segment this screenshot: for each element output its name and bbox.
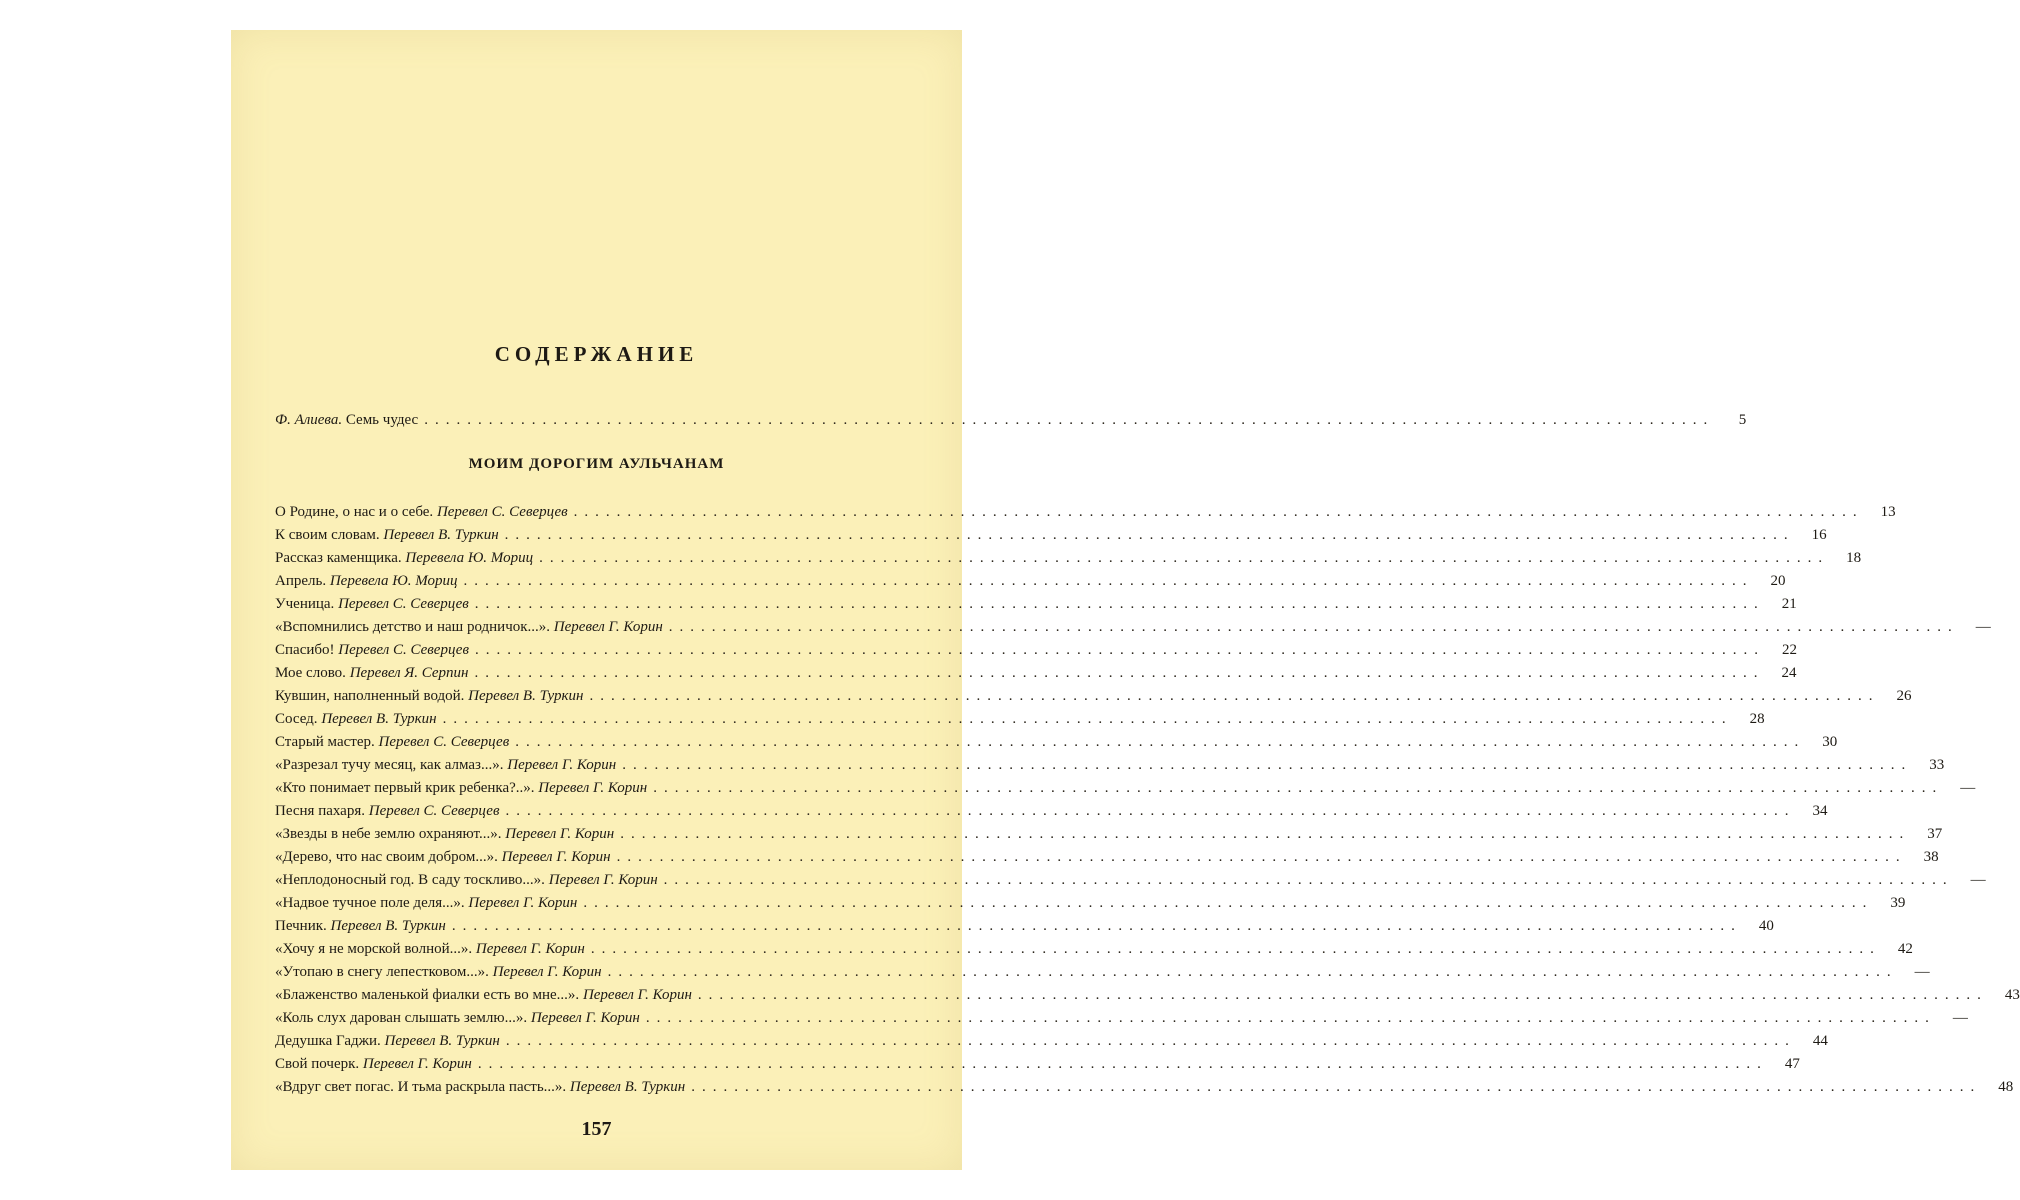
dot-leader: ........................................................................................................................ — [583, 895, 1874, 911]
toc-entry-translator: Перевел Г. Корин — [501, 849, 611, 865]
dot-leader: ........................................................................................................................ — [505, 1033, 1796, 1049]
toc-entry — [275, 1076, 2014, 1099]
toc-entry — [275, 915, 1774, 938]
toc-entry — [275, 777, 1976, 800]
section-heading: МОИМ ДОРОГИМ АУЛЬЧАНАМ — [468, 456, 725, 472]
toc-entry-text — [275, 639, 469, 662]
toc-entry-title: «Разрезал тучу месяц, как алмаз...». — [275, 757, 504, 773]
page-title: СОДЕРЖАНИЕ — [494, 342, 699, 366]
toc-entry-page-number: — — [1914, 964, 1930, 980]
toc-entry-text — [275, 846, 611, 869]
dot-leader: ........................................................................................................................ — [697, 987, 1988, 1003]
toc-entry-page-number: 24 — [1781, 665, 1797, 681]
toc-entry — [275, 800, 1828, 823]
dot-leader: ........................................................................................................................ — [653, 780, 1944, 796]
dot-leader: ........................................................................................................................ — [505, 803, 1796, 819]
toc-entry-page-number: 40 — [1758, 918, 1774, 934]
toc-entry-title: Спасибо! — [275, 642, 335, 658]
toc-entry — [275, 1007, 1968, 1030]
toc-entry-page-number: 22 — [1781, 642, 1797, 658]
toc-entry-text — [275, 938, 585, 961]
dot-leader: ........................................................................................................................ — [691, 1079, 1982, 1095]
dot-leader: ........................................................................................................................ — [474, 665, 1765, 681]
toc-entry-title: «Надвое тучное поле деля...». — [275, 895, 465, 911]
toc-entry — [275, 938, 1913, 961]
toc-entry-page-number: 30 — [1822, 734, 1838, 750]
toc-entry-text — [275, 1053, 472, 1076]
dot-leader: ........................................................................................................................ — [645, 1010, 1936, 1026]
toc-entry-title: «Неплодоносный год. В саду тоскливо...». — [275, 872, 545, 888]
toc-entry — [275, 639, 1797, 662]
toc-entry-page-number: 16 — [1811, 527, 1827, 543]
toc-entry-translator: Перевел Я. Серпин — [349, 665, 469, 681]
dot-leader: ........................................................................................................................ — [463, 573, 1754, 589]
toc-entry-translator: Перевел С. Северцев — [368, 803, 500, 819]
toc-entry — [275, 731, 1838, 754]
toc-entry-page-number: 33 — [1929, 757, 1945, 773]
toc-entry-page-number: — — [1960, 780, 1976, 796]
toc-entry-text — [275, 892, 577, 915]
toc-entry-title: «Кто понимает первый крик ребенка?..». — [275, 780, 535, 796]
toc-entry-page-number: 34 — [1812, 803, 1828, 819]
toc-entry-text — [275, 984, 692, 1007]
toc-entry-page-number: — — [1975, 619, 1991, 635]
toc-entry-title: Песня пахаря. — [275, 803, 365, 819]
toc-entry — [275, 1053, 1800, 1076]
dot-leader: ........................................................................................................................ — [590, 941, 1881, 957]
toc-entry-text — [275, 915, 446, 938]
toc-entry-text — [275, 524, 499, 547]
toc-entry — [275, 570, 1786, 593]
dot-leader: ........................................................................................................................ — [424, 412, 1715, 428]
toc-entry-translator: Перевел С. Северцев — [378, 734, 510, 750]
toc-entry-title: «Вдруг свет погас. И тьма раскрыла пасть...». — [275, 1079, 567, 1095]
toc-entry-page-number: 20 — [1770, 573, 1786, 589]
toc-entry-title: «Утопаю в снегу лепестковом...». — [275, 964, 489, 980]
toc-entry-text — [275, 708, 437, 731]
toc-entry — [275, 869, 1986, 892]
toc-entry-title: Старый мастер. — [275, 734, 375, 750]
dot-leader: ........................................................................................................................ — [477, 1056, 1768, 1072]
toc-entry-translator: Перевел В. Туркин — [569, 1079, 686, 1095]
toc-entry-page-number: 43 — [2004, 987, 2020, 1003]
toc-entry — [275, 984, 2020, 1007]
toc-entry-title: Сосед. — [275, 711, 318, 727]
dot-leader: ........................................................................................................................ — [620, 826, 1911, 842]
dot-leader: ........................................................................................................................ — [573, 504, 1864, 520]
dot-leader: ........................................................................................................................ — [607, 964, 1898, 980]
toc-entry-translator: Перевел С. Северцев — [436, 504, 568, 520]
toc-entry-title: К своим словам. — [275, 527, 380, 543]
toc-entry-text — [275, 800, 499, 823]
toc-entry-text — [275, 1030, 500, 1053]
toc-entry — [275, 1030, 1828, 1053]
toc-intro-entry — [275, 409, 1747, 432]
toc-entry-page-number: 42 — [1897, 941, 1913, 957]
toc-entry-title: Рассказ каменщика. — [275, 550, 402, 566]
toc-entry-text — [275, 869, 658, 892]
toc-entry-translator: Перевел В. Туркин — [384, 1033, 500, 1049]
toc-entry-text — [275, 754, 616, 777]
toc-entry-text — [275, 777, 647, 800]
toc-entry-page-number: 39 — [1890, 895, 1906, 911]
toc-entry-page-number: 38 — [1923, 849, 1939, 865]
toc-entry-text — [275, 409, 418, 432]
toc-entry-text — [275, 961, 602, 984]
toc-entry-text — [275, 593, 469, 616]
toc-entry — [275, 892, 1906, 915]
toc-entry-translator: Перевел В. Туркин — [330, 918, 446, 934]
toc-entry-translator: Перевел Г. Корин — [507, 757, 617, 773]
dot-leader: ........................................................................................................................ — [515, 734, 1806, 750]
dot-leader: ........................................................................................................................ — [474, 596, 1765, 612]
dot-leader: ........................................................................................................................ — [589, 688, 1880, 704]
toc-entry — [275, 501, 1896, 524]
toc-entry-page-number: — — [1970, 872, 1986, 888]
toc-entry-translator: Перевела Ю. Мориц — [405, 550, 534, 566]
toc-entry-title: Печник. — [275, 918, 327, 934]
toc-entry-title: Свой почерк. — [275, 1056, 360, 1072]
toc-entry-page-number: 21 — [1781, 596, 1797, 612]
toc-entry-text — [275, 616, 663, 639]
toc-entry — [275, 961, 1930, 984]
toc-entry — [275, 662, 1797, 685]
toc-entry-page-number: 28 — [1749, 711, 1765, 727]
toc-entry-translator: Перевел Г. Корин — [548, 872, 658, 888]
toc-entry-page-number: 26 — [1896, 688, 1912, 704]
toc-entry-page-number: 47 — [1784, 1056, 1800, 1072]
toc-entry-translator: Перевел Г. Корин — [468, 895, 578, 911]
toc-entry — [275, 547, 1862, 570]
toc-entry — [275, 754, 1945, 777]
intro-page-number: 5 — [1738, 412, 1747, 428]
toc-entry-title: «Вспомнились детство и наш родничок...». — [275, 619, 551, 635]
toc-entry-title: «Хочу я не морской волной...». — [275, 941, 473, 957]
toc-entry-page-number: — — [1952, 1010, 1968, 1026]
toc-entry-title: «Блаженство маленькой фиалки есть во мне...». — [275, 987, 580, 1003]
dot-leader: ........................................................................................................................ — [663, 872, 1954, 888]
toc-entry-title: Дедушка Гаджи. — [275, 1033, 381, 1049]
toc-entry-translator: Перевел Г. Корин — [505, 826, 615, 842]
toc-entry-title: «Дерево, что нас своим добром...». — [275, 849, 498, 865]
toc-entry-translator: Перевел Г. Корин — [492, 964, 602, 980]
dot-leader: ........................................................................................................................ — [442, 711, 1733, 727]
toc-entry-translator: Перевел Г. Корин — [362, 1056, 472, 1072]
toc-entry-title: Мое слово. — [275, 665, 346, 681]
toc-entry-page-number: 18 — [1846, 550, 1862, 566]
dot-leader: ........................................................................................................................ — [539, 550, 1830, 566]
toc-entry-text — [275, 823, 614, 846]
toc-entry-translator: Перевела Ю. Мориц — [329, 573, 458, 589]
toc-entry — [275, 823, 1943, 846]
toc-entry-translator: Перевел В. Туркин — [321, 711, 437, 727]
toc-entry — [275, 708, 1765, 731]
toc-entry-text — [275, 731, 509, 754]
toc-entry-page-number: 48 — [1998, 1079, 2014, 1095]
toc-entry-text — [275, 547, 533, 570]
toc-entry-translator: Перевел Г. Корин — [553, 619, 663, 635]
intro-title: Семь чудес — [345, 412, 419, 428]
toc-entry-title: О Родине, о нас и о себе. — [275, 504, 434, 520]
dot-leader: ........................................................................................................................ — [451, 918, 1742, 934]
toc-entry-text — [275, 1076, 685, 1099]
dot-leader: ........................................................................................................................ — [474, 642, 1765, 658]
intro-author: Ф. Алиева. — [275, 412, 343, 428]
toc-entry-text — [275, 685, 583, 708]
toc-entry-text — [275, 1007, 640, 1030]
toc-entry-page-number: 13 — [1880, 504, 1896, 520]
dot-leader: ........................................................................................................................ — [622, 757, 1913, 773]
toc-entry — [275, 524, 1827, 547]
dot-leader: ........................................................................................................................ — [504, 527, 1795, 543]
toc-entry-page-number: 44 — [1812, 1033, 1828, 1049]
toc-entry-translator: Перевел В. Туркин — [468, 688, 584, 704]
toc-entry — [275, 846, 1939, 869]
toc-entry-text — [275, 570, 458, 593]
toc-entry-text — [275, 662, 469, 685]
toc-entry-translator: Перевел С. Северцев — [338, 596, 469, 612]
toc-entry-title: Ученица. — [275, 596, 335, 612]
toc-entry-translator: Перевел В. Туркин — [383, 527, 499, 543]
toc-entry — [275, 685, 1912, 708]
toc-entry-page-number: 37 — [1927, 826, 1943, 842]
toc-entry — [275, 593, 1797, 616]
dot-leader: ........................................................................................................................ — [616, 849, 1907, 865]
toc-entry-title: «Звезды в небе землю охраняют...». — [275, 826, 502, 842]
toc-entry-title: Апрель. — [275, 573, 327, 589]
toc-entry-translator: Перевел Г. Корин — [538, 780, 648, 796]
toc-entry-title: «Коль слух дарован слышать землю...». — [275, 1010, 528, 1026]
toc-entry-title: Кувшин, наполненный водой. — [275, 688, 465, 704]
toc-entry-translator: Перевел Г. Корин — [582, 987, 692, 1003]
toc-entry-text — [275, 501, 568, 524]
book-page — [231, 30, 2020, 1170]
page-number: 157 — [581, 1118, 612, 1140]
dot-leader: ........................................................................................................................ — [668, 619, 1959, 635]
toc-entry — [275, 616, 1991, 639]
toc-entry-translator: Перевел С. Северцев — [338, 642, 469, 658]
toc-entry-translator: Перевел Г. Корин — [475, 941, 585, 957]
toc-entry-translator: Перевел Г. Корин — [530, 1010, 640, 1026]
